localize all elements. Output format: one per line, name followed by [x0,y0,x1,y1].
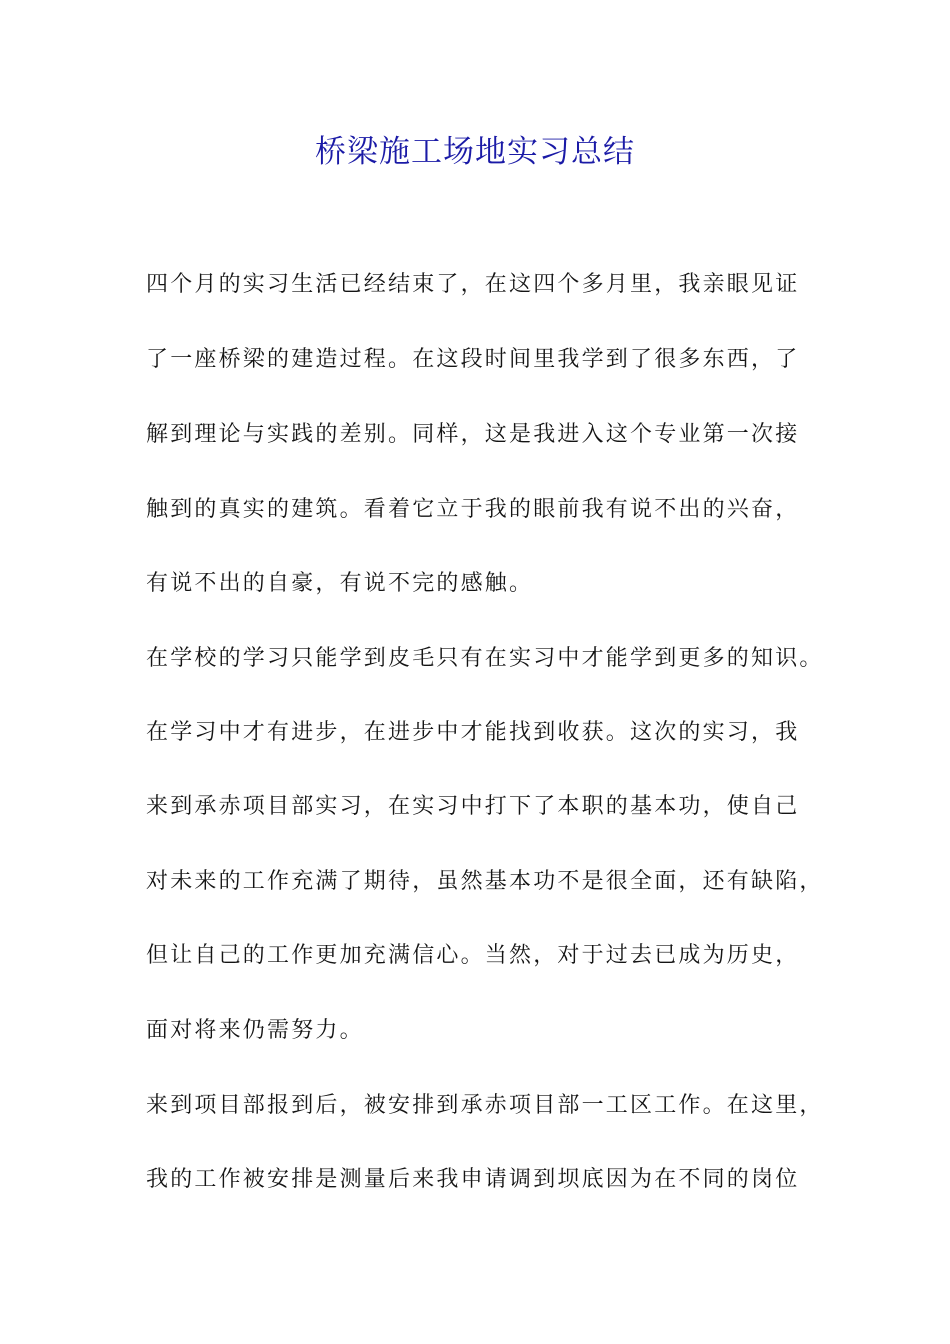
paragraph-line: 对未来的工作充满了期待，虽然基本功不是很全面，还有缺陷， [146,869,824,894]
paragraph-line: 在学习中才有进步，在进步中才能找到收获。这次的实习，我 [146,720,800,745]
paragraph-line: 四个月的实习生活已经结束了，在这四个多月里，我亲眼见证 [146,272,800,297]
paragraph-line: 有说不出的自豪，有说不完的感触。 [146,571,534,596]
paragraph-line: 来到项目部报到后，被安排到承赤项目部一工区工作。在这里， [146,1093,824,1118]
paragraph-line: 我的工作被安排是测量后来我申请调到坝底因为在不同的岗位 [146,1167,800,1192]
paragraph-line: 触到的真实的建筑。看着它立于我的眼前我有说不出的兴奋， [146,497,800,522]
paragraph-line: 在学校的学习只能学到皮毛只有在实习中才能学到更多的知识。 [146,646,824,671]
paragraph-line: 解到理论与实践的差别。同样，这是我进入这个专业第一次接 [146,422,800,447]
paragraph-line: 但让自己的工作更加充满信心。当然，对于过去已成为历史， [146,943,800,968]
paragraph-line: 面对将来仍需努力。 [146,1018,364,1043]
paragraph-line: 来到承赤项目部实习，在实习中打下了本职的基本功，使自己 [146,794,800,819]
paragraph-line: 了一座桥梁的建造过程。在这段时间里我学到了很多东西，了 [146,347,800,372]
document-title: 桥梁施工场地实习总结 [315,134,635,170]
